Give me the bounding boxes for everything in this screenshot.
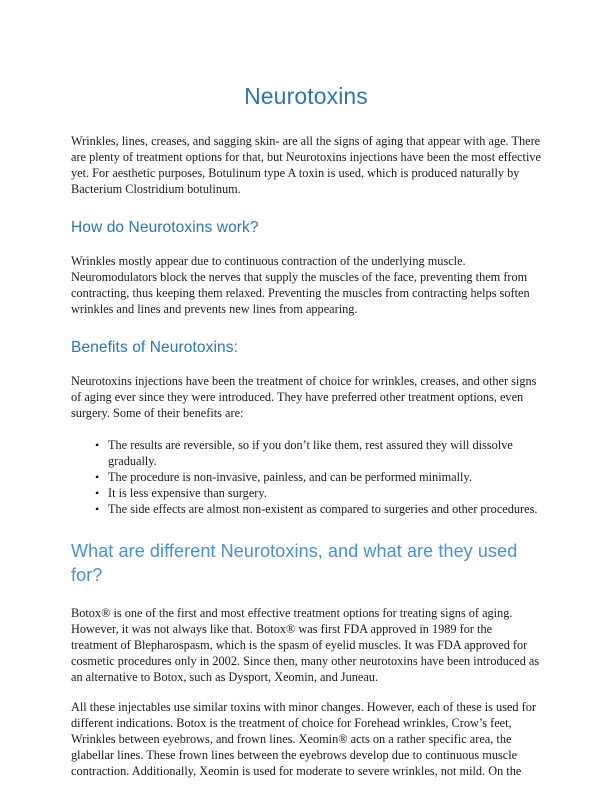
intro-paragraph: Wrinkles, lines, creases, and sagging skin- are all the signs of aging that appear with age. There are plenty of treatment options for that, but Neurotoxins injections have been the most effective yet. For aesthetic purposes, Botulinum type A toxin is used, which is produced naturally by Bacterium Clostridium botulinum. (71, 133, 541, 196)
benefits-list (71, 438, 541, 518)
section-heading-types: What are different Neurotoxins, and what are they used for? (71, 541, 518, 586)
section-paragraph-how-it-works: Wrinkles mostly appear due to continuous contraction of the underlying muscle. Neuromodulators block the nerves that supply the muscles of the face, preventing them from contracting, thus keeping them relaxed. Preventing the muscles from contracting helps soften wrinkles and lines and prevents new lines from appearing. (71, 253, 530, 316)
spacer (71, 318, 541, 338)
list-item: • The procedure is non-invasive, painless, and can be performed minimally. (71, 470, 541, 486)
spacer (71, 198, 541, 218)
list-item: • The results are reversible, so if you don’t like them, rest assured they will dissolve gradually. (71, 438, 541, 470)
list-item: • It is less expensive than surgery. (71, 486, 541, 502)
spacer (71, 357, 541, 374)
section-heading-how-it-works: How do Neurotoxins work? (71, 218, 259, 236)
section-heading-benefits: Benefits of Neurotoxins: (71, 338, 238, 356)
list-item: • The side effects are almost non-existent as compared to surgeries and other procedures. (71, 502, 541, 518)
spacer (71, 237, 541, 254)
spacer (71, 422, 541, 438)
page-title: Neurotoxins (244, 83, 368, 109)
spacer (71, 588, 541, 606)
section-paragraph-types-2: All these injectables use similar toxins with minor changes. However, each of these is used for different indications. Botox is the treatment of choice for Forehead wrinkles, Crow’s feet, Wrinkles between eyebrows, and frown lines. Xeomin® acts on a rather specific area, the glabellar lines. These frown lines between the eyebrows develop due to continuous muscle contraction. Additionally, Xeomin is used for moderate to severe wrinkles, not mild. On the (71, 699, 536, 778)
spacer (71, 111, 541, 134)
section-paragraph-benefits: Neurotoxins injections have been the treatment of choice for wrinkles, creases, and other signs of aging ever since they were introduced. They have preferred other treatment options, even surgery. Some of their benefits are: (71, 374, 537, 421)
spacer (71, 518, 541, 540)
document-body (71, 0, 541, 780)
spacer (71, 686, 541, 700)
section-paragraph-types-1: Botox® is one of the first and most effective treatment options for treating signs of aging. However, it was not always like that. Botox® was first FDA approved in 1989 for the treatment of Blepharospasm, which is the spasm of eyelid muscles. It was FDA approved for cosmetic procedures only in 2002. Since then, many other neurotoxins have been introduced as an alternative to Botox, such as Dysport, Xeomin, and Juneau. (71, 605, 540, 684)
